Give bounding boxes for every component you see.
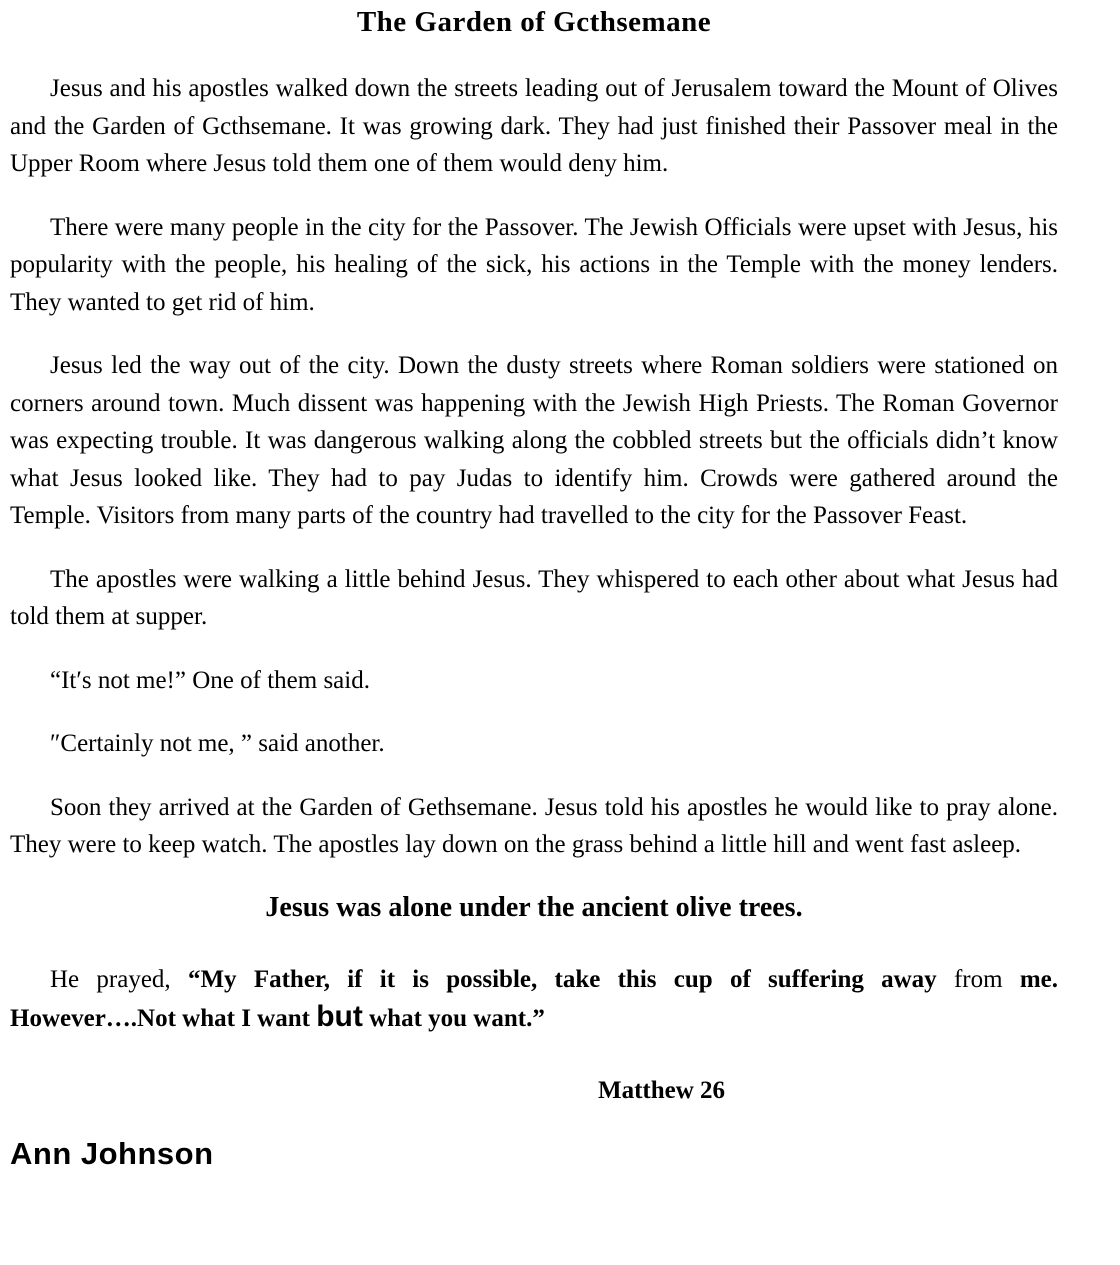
paragraph-arrival-garden: Soon they arrived at the Garden of Gethsemane. Jesus told his apostles he would like to pray alone. They were to keep watch. The apostles lay down on the grass behind a little hill and went fast asleep. xyxy=(10,793,1058,858)
quote-certainly-not-me: ″Certainly not me, ” said another. xyxy=(50,730,385,757)
prayer-segment: what you want.” xyxy=(362,1005,545,1032)
paragraph-intro-walk: Jesus and his apostles walked down the streets leading out of Jerusalem toward the Mount of Olives and the Garden of Gcthsemane. It was growing dark. They had just finished their Passover meal in the Upper Room where Jesus told them one of them would deny him. xyxy=(10,75,1058,177)
scripture-citation: Matthew 26 xyxy=(598,1076,726,1104)
prayer-segment: but xyxy=(316,1000,363,1033)
quote-its-not-me: “It′s not me!” One of them said. xyxy=(50,666,370,694)
document-title: The Garden of Gcthsemane xyxy=(356,6,712,38)
paragraph-city-streets: Jesus led the way out of the city. Down the dusty streets where Roman soldiers were stationed on corners around town. Much dissent was happening with the Jewish High Priests. The Roman Governor was expecting trouble. It was dangerous walking along the cobbled streets but the officials didn’t know what Jesus looked like. They had to pay Judas to identify him. Crowds were gathered around the Temple. Visitors from many parts of the country had travelled to the city for the Passover Feast. xyxy=(10,352,1058,529)
prayer-segment: “My Father, if it is possible, take this cup of suffering away xyxy=(187,965,937,993)
author-name: Ann Johnson xyxy=(10,1135,214,1171)
prayer-segment: from xyxy=(936,965,1020,993)
paragraph-apostles-whisper: The apostles were walking a little behind Jesus. They whispered to each other about what Jesus had told them at supper. xyxy=(10,565,1058,630)
prayer-segment: me. However….Not what I want xyxy=(10,965,1058,1032)
prayer-segment: He prayed, xyxy=(50,965,188,993)
paragraph-passover-crowds: There were many people in the city for the Passover. The Jewish Officials were upset with Jesus, his popularity with the people, his healing of the sick, his actions in the Temple with the money lenders. They wanted to get rid of him. xyxy=(10,213,1058,316)
subheading-olive-trees: Jesus was alone under the ancient olive trees. xyxy=(265,891,803,923)
prayer-paragraph xyxy=(10,961,1058,1038)
